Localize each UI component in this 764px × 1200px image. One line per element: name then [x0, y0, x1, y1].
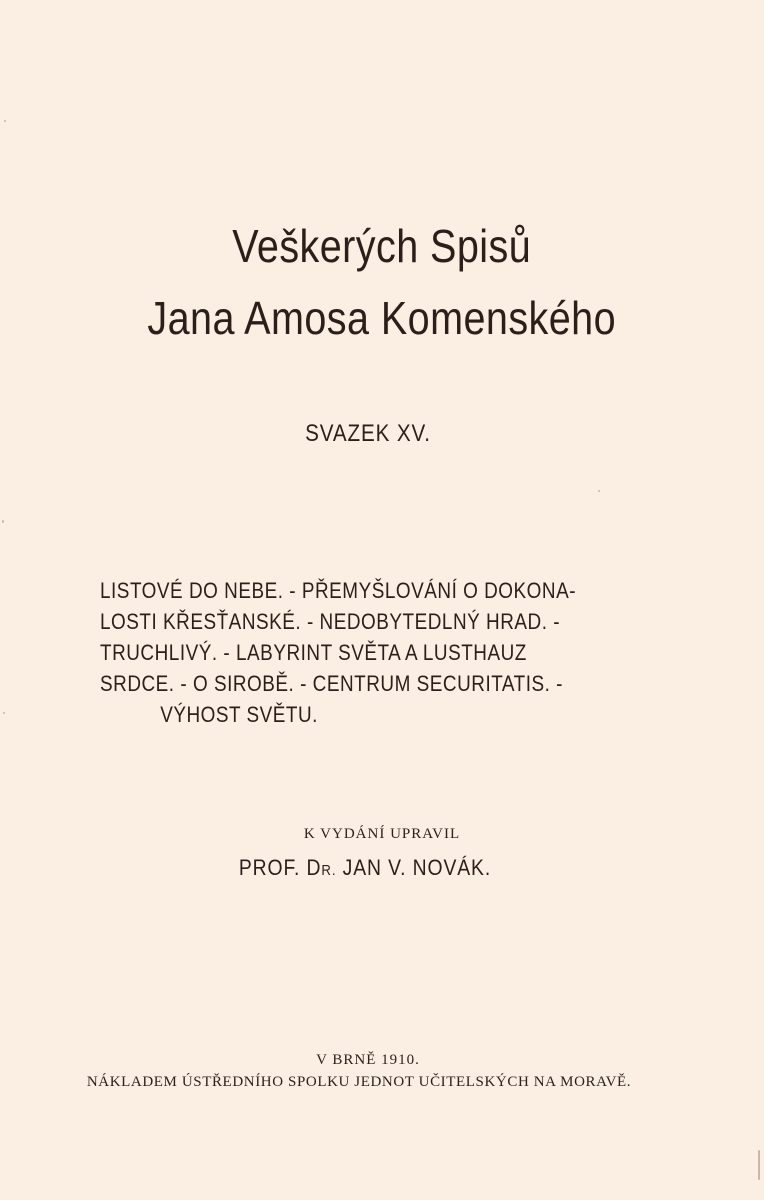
paper-speck — [4, 120, 6, 122]
paper-speck — [2, 520, 4, 523]
editor-dr-small: R. — [321, 862, 337, 879]
publisher: NÁKLADEM ÚSTŘEDNÍHO SPOLKU JEDNOT UČITELSKÝCH NA MORAVĚ. — [86, 1074, 632, 1090]
contents-list — [100, 575, 628, 730]
editor-full-name: JAN V. NOVÁK. — [336, 855, 492, 880]
volume-number: SVAZEK XV. — [305, 420, 431, 447]
editor-name — [44, 855, 686, 881]
contents-line: VÝHOST SVĚTU. — [160, 702, 318, 727]
contents-line: LISTOVÉ DO NEBE. - PŘEMYŠLOVÁNÍ O DOKONA- — [100, 578, 577, 603]
title-line-2: Jana Amosa Komenského — [147, 292, 617, 344]
editor-label: K VYDÁNÍ UPRAVIL — [303, 826, 461, 842]
contents-line: SRDCE. - O SIROBĚ. - CENTRUM SECURITATIS. - — [100, 671, 563, 696]
place-year: V BRNĚ 1910. — [316, 1052, 420, 1068]
paper-speck — [598, 490, 600, 492]
contents-line: LOSTI KŘESŤANSKÉ. - NEDOBYTEDLNÝ HRAD. - — [100, 609, 561, 634]
title-line-1: Veškerých Spisů — [232, 220, 532, 272]
book-title — [53, 210, 710, 354]
paper-speck — [3, 712, 5, 714]
contents-line: TRUCHLIVÝ. - LABYRINT SVĚTA A LUSTHAUZ — [100, 640, 527, 665]
paper-speck — [758, 1150, 760, 1180]
editor-prefix: PROF. D — [238, 855, 322, 880]
